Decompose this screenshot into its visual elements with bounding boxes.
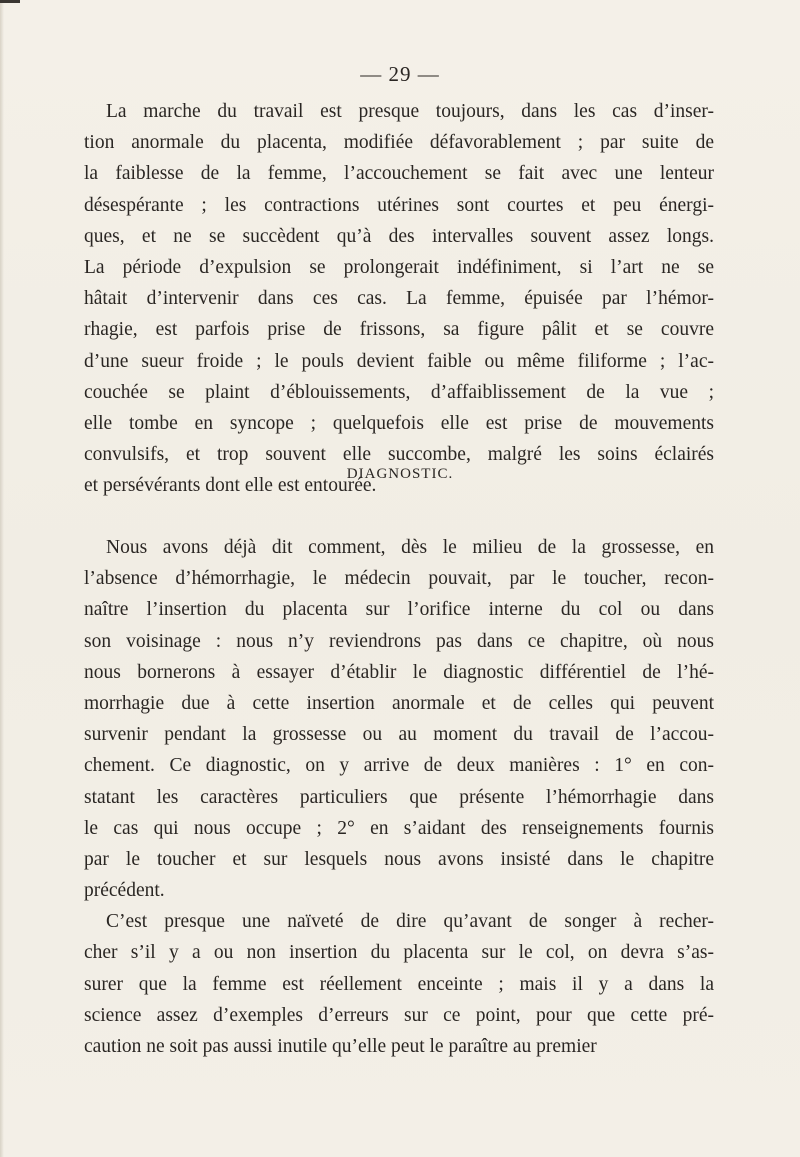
text-line: d’une sueur froide ; le pouls devient faible ou même filiforme ; l’ac- bbox=[84, 350, 714, 372]
text-line: le cas qui nous occupe ; 2° en s’aidant des renseignements fournis bbox=[84, 817, 714, 839]
section-heading-diagnostic: DIAGNOSTIC. bbox=[346, 466, 454, 482]
text-line: ques, et ne se succèdent qu’à des intervalles souvent assez longs. bbox=[84, 225, 714, 247]
text-line: par le toucher et sur lesquels nous avons insisté dans le chapitre bbox=[84, 848, 714, 870]
text-line: et persévérants dont elle est entourée. bbox=[84, 475, 377, 497]
text-line: La marche du travail est presque toujours, dans les cas d’inser- bbox=[106, 101, 714, 122]
text-line: couchée se plaint d’éblouissements, d’affaiblissement de la vue ; bbox=[84, 381, 714, 403]
text-line: convulsifs, et trop souvent elle succombe, malgré les soins éclairés bbox=[84, 444, 714, 466]
text-line: l’absence d’hémorrhagie, le médecin pouvait, par le toucher, recon- bbox=[84, 568, 714, 590]
paragraph-labor bbox=[84, 96, 714, 501]
page-number: — 29 — bbox=[360, 62, 440, 86]
text-line: elle tombe en syncope ; quelquefois elle est prise de mouvements bbox=[84, 412, 714, 434]
text-line: désespérante ; les contractions utérines sont courtes et peu énergi- bbox=[84, 194, 714, 216]
text-line: hâtait d’intervenir dans ces cas. La femme, épuisée par l’hémor- bbox=[84, 288, 714, 310]
section-diagnostic-body bbox=[84, 532, 714, 1062]
page-edge-shadow bbox=[0, 0, 4, 1157]
text-line: tion anormale du placenta, modifiée défavorablement ; par suite de bbox=[84, 132, 714, 154]
text-line: Nous avons déjà dit comment, dès le milieu de la grossesse, en bbox=[106, 537, 714, 558]
text-line: précédent. bbox=[84, 880, 165, 902]
text-line: nous bornerons à essayer d’établir le diagnostic différentiel de l’hé- bbox=[84, 661, 714, 683]
text-line: la faiblesse de la femme, l’accouchement se fait avec une lenteur bbox=[84, 163, 714, 185]
text-line: La période d’expulsion se prolongerait indéfiniment, si l’art ne se bbox=[84, 256, 714, 278]
text-line: naître l’insertion du placenta sur l’orifice interne du col ou dans bbox=[84, 599, 714, 621]
scan-corner-mark bbox=[0, 0, 20, 3]
text-line: survenir pendant la grossesse ou au moment du travail de l’accou- bbox=[84, 724, 714, 746]
text-line: chement. Ce diagnostic, on y arrive de deux manières : 1° en con- bbox=[84, 755, 714, 777]
text-line: surer que la femme est réellement enceinte ; mais il y a dans la bbox=[84, 973, 714, 995]
text-line: caution ne soit pas aussi inutile qu’elle peut le paraître au premier bbox=[84, 1036, 597, 1057]
text-line: C’est presque une naïveté de dire qu’avant de songer à recher- bbox=[106, 911, 714, 933]
text-line: son voisinage : nous n’y reviendrons pas dans ce chapitre, où nous bbox=[84, 630, 714, 652]
text-line: science assez d’exemples d’erreurs sur ce point, pour que cette pré- bbox=[84, 1004, 714, 1026]
text-line: statant les caractères particuliers que présente l’hémorrhagie dans bbox=[84, 786, 714, 808]
text-line: rhagie, est parfois prise de frissons, sa figure pâlit et se couvre bbox=[84, 319, 714, 341]
text-line: cher s’il y a ou non insertion du placenta sur le col, on devra s’as- bbox=[84, 942, 714, 964]
text-line: morrhagie due à cette insertion anormale et de celles qui peuvent bbox=[84, 692, 714, 714]
